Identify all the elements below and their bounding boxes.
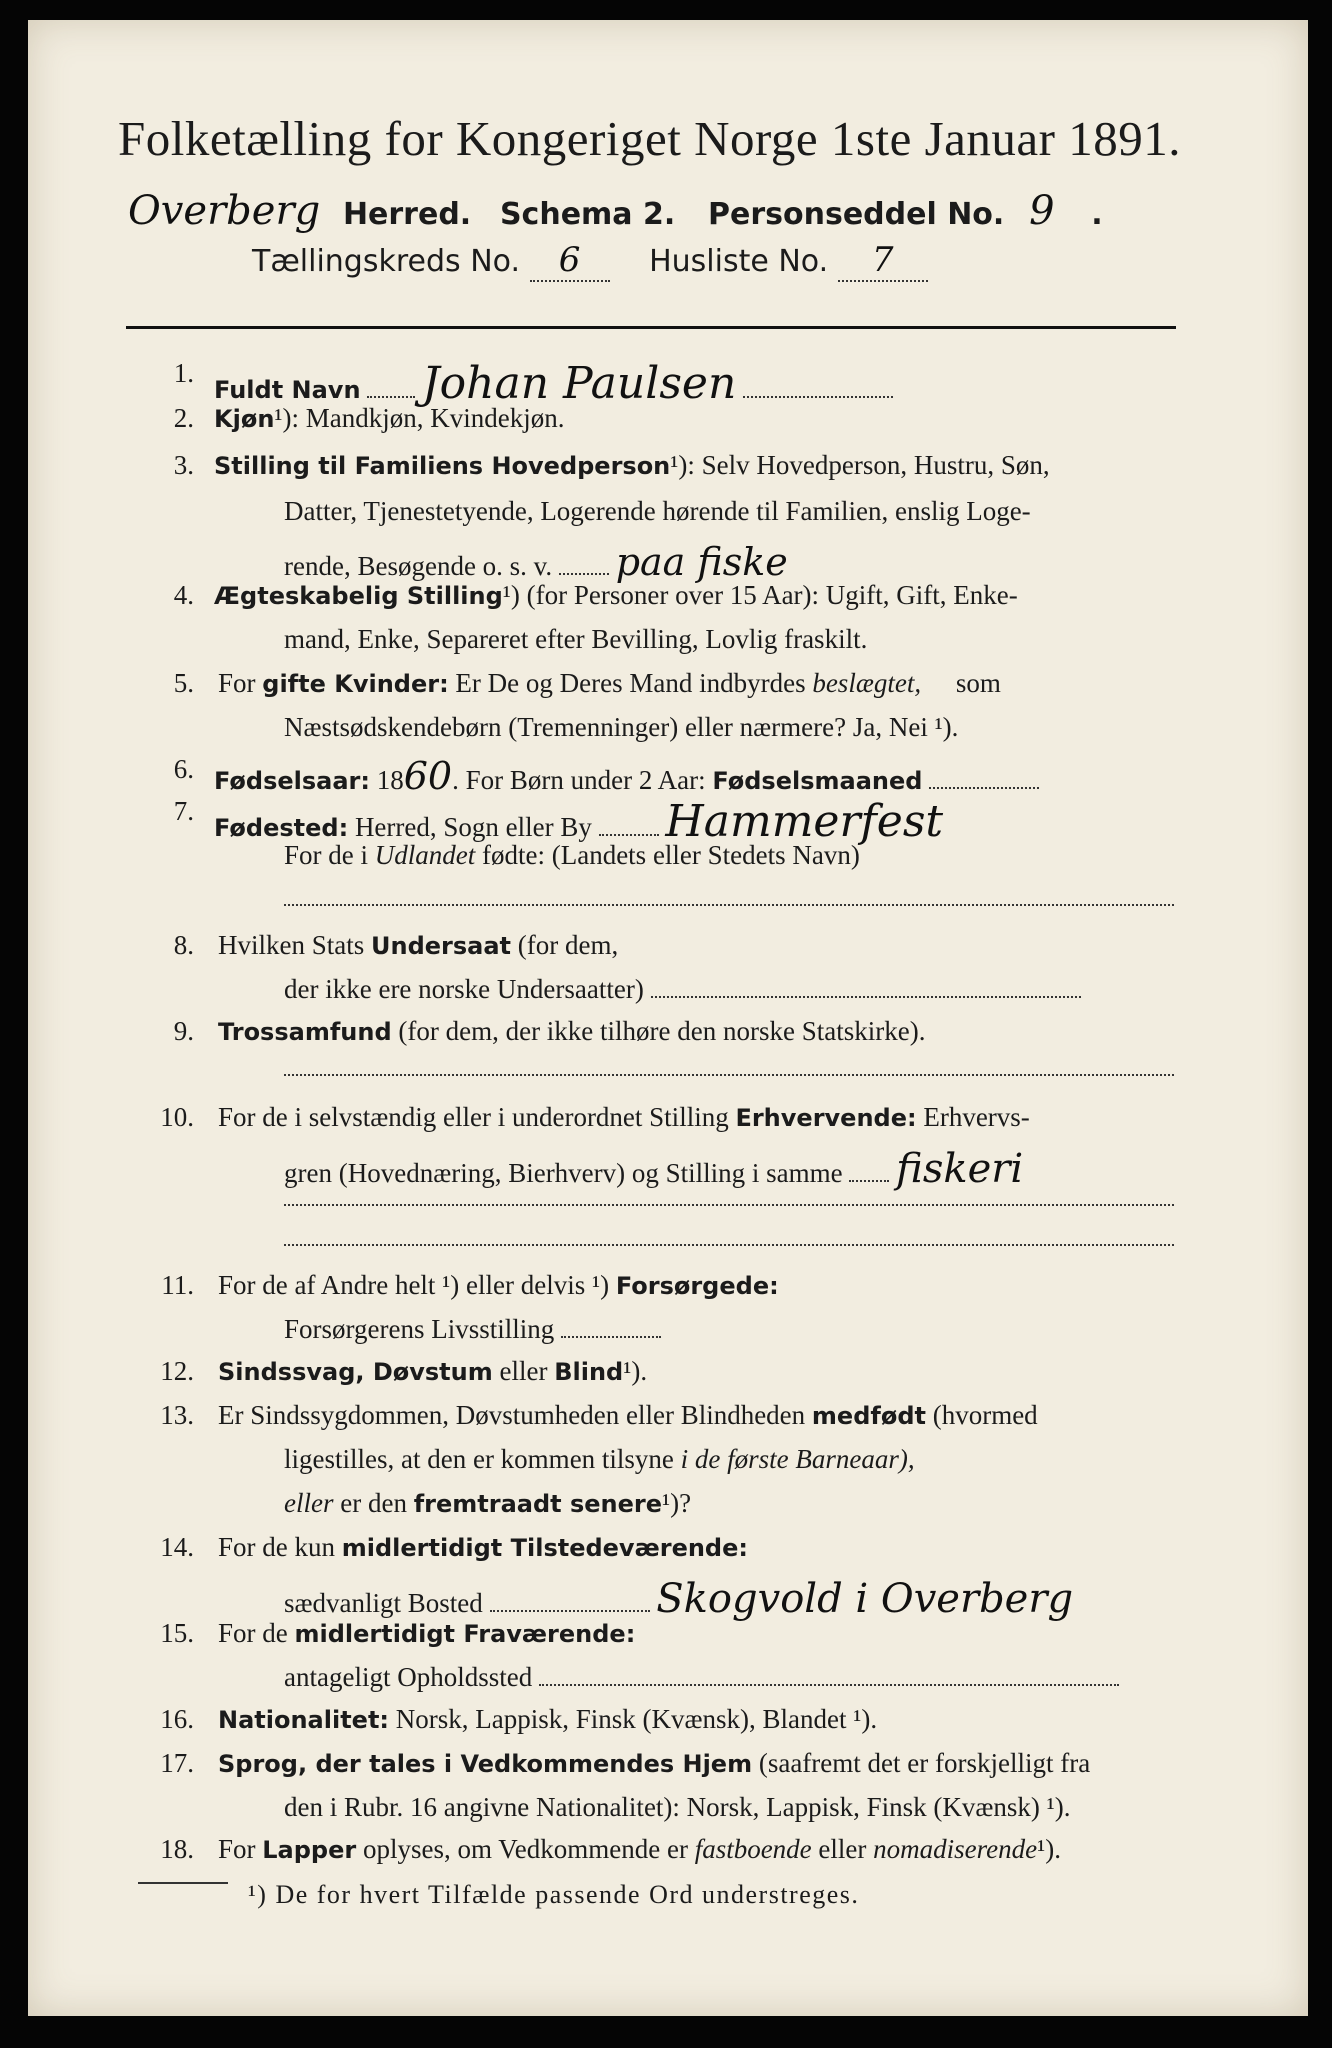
item-number: 6. <box>173 754 194 784</box>
question-text: For de af Andre helt ¹) eller delvis ¹) <box>218 1270 610 1300</box>
husliste-value: 7 <box>838 240 928 282</box>
question-label: Sindssvag, Døvstum <box>218 1358 493 1386</box>
question-text: gren (Hovednæring, Bierhverv) og Stilling i samme <box>284 1158 843 1188</box>
item-2 <box>214 403 564 434</box>
header-divider <box>126 326 1176 329</box>
item-number: 4. <box>173 580 194 610</box>
item-number: 8. <box>173 930 194 960</box>
question-text: Udlandet <box>374 840 476 870</box>
question-text: oplyses, om Vedkommende er <box>362 1834 688 1864</box>
question-label: Trossamfund <box>218 1018 392 1046</box>
question-label: Kjøn <box>214 405 275 433</box>
question-text: rende, Besøgende o. s. v. <box>284 551 553 581</box>
answer-status: paa fiske <box>615 540 788 584</box>
herred-label: Herred. <box>342 197 472 232</box>
footnote-rule <box>138 1882 228 1884</box>
question-text: i de første Barneaar), <box>680 1444 915 1474</box>
item-number: 10. <box>160 1102 194 1132</box>
question-label: midlertidigt Fraværende: <box>294 1620 636 1648</box>
item-11 <box>218 1270 779 1301</box>
personseddel-value: 9 <box>1029 188 1055 234</box>
item-7-line2 <box>284 840 860 871</box>
question-text: eller <box>284 1488 334 1518</box>
question-text: Herred, Sogn eller By <box>354 812 592 842</box>
census-form-sheet <box>28 20 1308 2016</box>
question-text: sædvanligt Bosted <box>284 1588 483 1618</box>
question-text: ¹) (for Personer over 15 Aar): Ugift, Gift, Enke- <box>502 580 1018 610</box>
question-text: ¹): Mandkjøn, Kvindekjøn. <box>274 403 565 433</box>
question-label: medfødt <box>811 1402 926 1430</box>
question-label: Forsørgede: <box>615 1272 779 1300</box>
item-15 <box>218 1618 635 1649</box>
question-text: ¹). <box>623 1356 648 1386</box>
question-text: For de <box>218 1618 288 1648</box>
kreds-line <box>252 240 928 282</box>
question-label: Nationalitet: <box>218 1706 390 1734</box>
question-text: Er De og Deres Mand indbyrdes <box>455 668 806 698</box>
question-text: For <box>218 1834 256 1864</box>
item-10-line2 <box>284 1146 1023 1192</box>
question-text: eller <box>818 1834 867 1864</box>
question-text: . For Børn under 2 Aar: <box>452 765 706 795</box>
answer-occupation: fiskeri <box>896 1146 1024 1192</box>
item-15-line2 <box>284 1662 1119 1693</box>
item-9 <box>218 1016 925 1047</box>
question-text: 18 <box>376 765 404 795</box>
question-label: Erhvervende: <box>735 1104 917 1132</box>
question-text: beslægtet, <box>812 668 922 698</box>
item-14 <box>218 1532 748 1563</box>
item-3 <box>214 450 1050 481</box>
item-8 <box>218 930 618 961</box>
question-text: fastboende <box>694 1834 812 1864</box>
question-text: Forsørgerens Livsstilling <box>284 1314 555 1344</box>
question-text: (saafremt det er forskjelligt fra <box>758 1748 1091 1778</box>
item-number: 2. <box>173 403 194 433</box>
answer-birth-year: 60 <box>403 754 453 798</box>
question-text: fødte: (Landets eller Stedets Navn) <box>482 840 860 870</box>
question-label: Stilling til Familiens Hovedperson <box>214 452 671 480</box>
question-label: Fødested: <box>214 814 349 842</box>
question-text: (hvormed <box>932 1400 1038 1430</box>
answer-birthplace: Hammerfest <box>665 796 944 847</box>
dotted-line <box>284 1204 1174 1206</box>
item-number: 15. <box>160 1618 194 1648</box>
item-16 <box>218 1704 877 1735</box>
item-number: 17. <box>160 1748 194 1778</box>
item-number: 5. <box>173 668 194 698</box>
question-label: gifte Kvinder: <box>262 670 449 698</box>
item-number: 3. <box>173 450 194 480</box>
item-number: 16. <box>160 1704 194 1734</box>
question-text: ¹). <box>1037 1834 1061 1864</box>
dotted-line <box>284 1244 1174 1246</box>
question-text: Datter, Tjenestetyende, Logerende hørende til Familien, enslig Loge- <box>284 496 1031 526</box>
personseddel-label: Personseddel No. <box>708 197 1005 232</box>
question-text: Erhvervs- <box>923 1102 1030 1132</box>
question-text: (for dem, <box>517 930 619 960</box>
question-text: For de i selvstændig eller i underordnet Stilling <box>218 1102 729 1132</box>
item-1 <box>214 358 893 409</box>
dotted-line <box>284 904 1174 906</box>
item-3-line3 <box>284 540 788 584</box>
item-10 <box>218 1102 1030 1133</box>
husliste-label: Husliste No. <box>649 244 829 279</box>
question-text: For de kun <box>218 1532 335 1562</box>
herred-line: Overberg Herred. Schema 2. Personseddel No. 9 . <box>128 188 1103 234</box>
question-text: eller <box>499 1356 548 1386</box>
question-text: ligestilles, at den er kommen tilsyne <box>284 1444 674 1474</box>
item-6 <box>214 754 1039 798</box>
question-text: ¹)? <box>662 1488 692 1518</box>
question-text: Er Sindssygdommen, Døvstumheden eller Blindheden <box>218 1400 806 1430</box>
item-number: 7. <box>173 796 194 826</box>
item-number: 11. <box>161 1270 194 1300</box>
item-12 <box>218 1356 647 1387</box>
question-label: midlertidigt Tilstedeværende: <box>341 1534 748 1562</box>
item-11-line2 <box>284 1314 661 1345</box>
question-label: Blind <box>554 1358 624 1386</box>
question-text: ¹): Selv Hovedperson, Hustru, Søn, <box>670 450 1050 480</box>
question-label: Undersaat <box>371 932 512 960</box>
footnote: ¹) De for hvert Tilfælde passende Ord understreges. <box>248 1880 860 1909</box>
answer-name: Johan Paulsen <box>422 358 737 409</box>
question-text: den i Rubr. 16 angivne Nationalitet): Norsk, Lappisk, Finsk (Kvænsk) ¹). <box>284 1792 1071 1822</box>
question-text: er den <box>340 1488 407 1518</box>
form-title: Folketælling for Kongeriget Norge 1ste Januar 1891. <box>118 111 1181 166</box>
question-text: mand, Enke, Separeret efter Bevilling, Lovlig fraskilt. <box>284 624 868 654</box>
item-number: 18. <box>160 1834 194 1864</box>
schema-label: Schema 2. <box>499 197 676 232</box>
question-text: Hvilken Stats <box>218 930 365 960</box>
question-label: Lapper <box>262 1836 357 1864</box>
item-17 <box>218 1748 1090 1779</box>
answer-usual-residence: Skogvold i Overberg <box>656 1576 1074 1622</box>
item-13-line3 <box>284 1488 691 1519</box>
question-text: Norsk, Lappisk, Finsk (Kvænsk), Blandet ¹). <box>395 1704 878 1734</box>
item-5 <box>218 668 1001 699</box>
item-number: 12. <box>160 1356 194 1386</box>
item-14-line2 <box>284 1576 1073 1622</box>
question-label: fremtraadt senere <box>413 1490 663 1518</box>
item-13-line2 <box>284 1444 915 1475</box>
herred-value: Overberg <box>128 188 321 234</box>
item-number: 14. <box>160 1532 194 1562</box>
question-label: Fødselsaar: <box>214 767 370 795</box>
question-text: For <box>218 668 256 698</box>
question-text: (for dem, der ikke tilhøre den norske Statskirke). <box>398 1016 926 1046</box>
question-text: nomadiserende <box>873 1834 1038 1864</box>
item-8-line2 <box>284 974 1081 1005</box>
item-13 <box>218 1400 1038 1431</box>
question-text: Næstsødskendebørn (Tremenninger) eller nærmere? Ja, Nei ¹). <box>284 712 959 742</box>
question-text: som <box>955 668 1001 698</box>
question-label: Ægteskabelig Stilling <box>214 582 503 610</box>
item-number: 9. <box>173 1016 194 1046</box>
question-text: For de i <box>284 840 368 870</box>
kreds-label: Tællingskreds No. <box>252 244 520 279</box>
question-label: Sprog, der tales i Vedkommendes Hjem <box>218 1750 753 1778</box>
question-text: der ikke ere norske Undersaatter) <box>284 974 644 1004</box>
dotted-line <box>284 1074 1174 1076</box>
kreds-value: 6 <box>530 240 610 282</box>
item-number: 1. <box>173 358 194 388</box>
question-label: Fuldt Navn <box>214 376 361 404</box>
question-label: Fødselsmaaned <box>712 767 923 795</box>
item-18 <box>218 1834 1061 1865</box>
item-4 <box>214 580 1018 611</box>
item-number: 13. <box>160 1400 194 1430</box>
question-text: antageligt Opholdssted <box>284 1662 533 1692</box>
